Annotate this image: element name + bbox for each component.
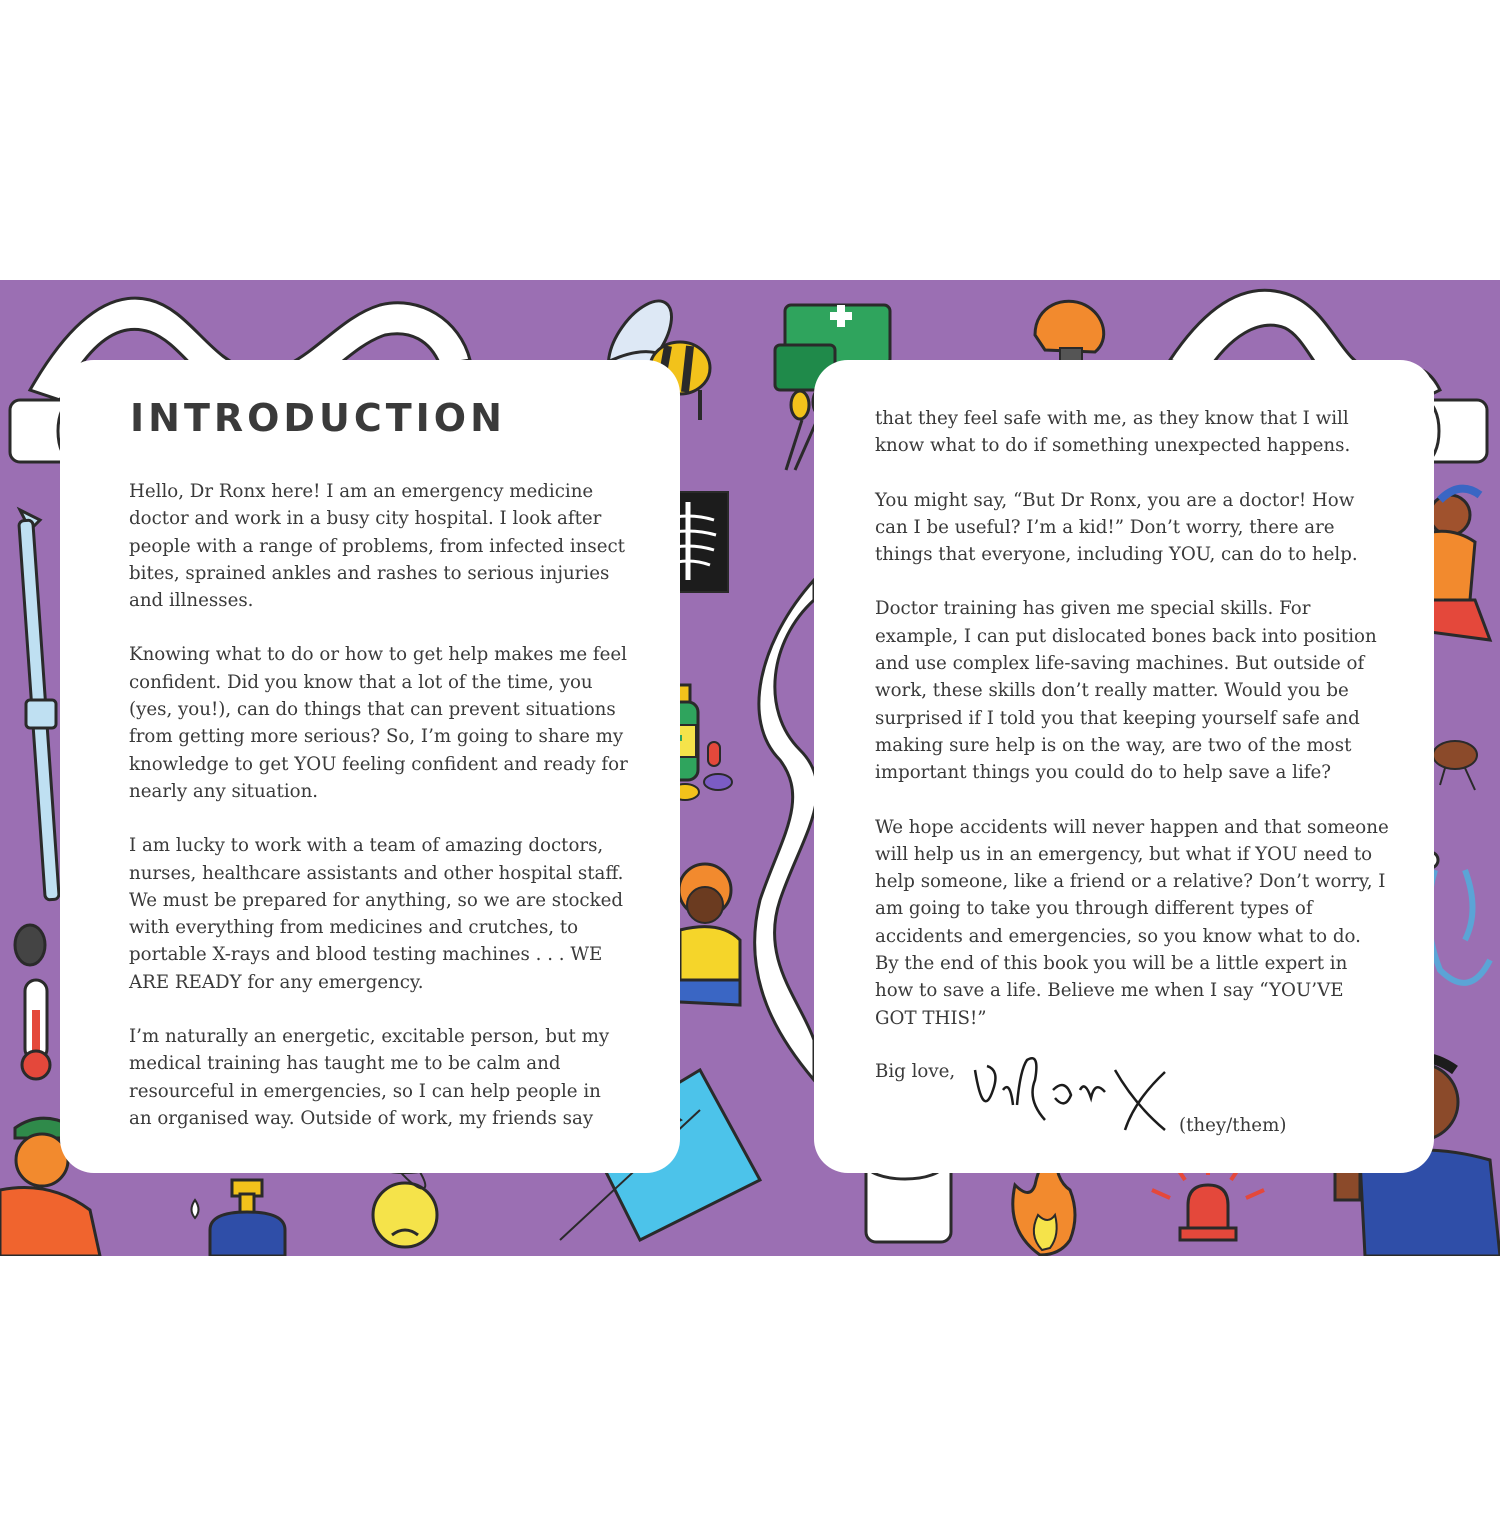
paragraph: We hope accidents will never happen and that someone will help us in an emergency, but what if YOU need to help someone, like a friend or a relative? Don’t worry, I am going to take you through different types of accidents and emergencies, so you know what to do. By the end of this book you will be a little expert in how to save a life. Believe me when I say “YOU’VE GOT THIS!” [875,816,1389,1029]
paragraph: Hello, Dr Ronx here! I am an emergency medicine doctor and work in a busy city hospital. I look after people with a range of problems, from infected insect bites, sprained ankles and rashes to serious injuries and illnesses. [129,481,625,612]
paragraph: Doctor training has given me special skills. For example, I can put dislocated bones back into position and use complex life-saving machines. But outside of work, these skills don’t really matter. Would you be surprised if I told you that keeping yourself safe and making sure help is on the way, are two of the most important things you could do to help save a life? [875,598,1377,784]
signature [965,1050,1185,1140]
paragraph: You might say, “But Dr Ronx, you are a doctor! How can I be useful? I’m a kid!” Don’t worry, there are things that everyone, including YOU, can do to help. [875,489,1358,566]
paragraph: I’m naturally an energetic, excitable person, but my medical training has taught me to be calm and resourceful in emergencies, so I can help people in an organised way. Outside of work, my friends say [129,1026,610,1129]
paragraph: that they feel safe with me, as they know that I will know what to do if something unexpected happens. [875,408,1351,457]
paragraph: I am lucky to work with a team of amazing doctors, nurses, healthcare assistants and other hospital staff. We must be prepared for anything, so we are stocked with everything from medicines and crutches, to portable X-rays and blood testing machines . . . WE ARE READY for any emergency. [129,835,624,993]
left-column-text [129,478,629,1159]
page-title: INTRODUCTION [130,396,506,440]
right-column-text [875,405,1390,1059]
flea-icon [1433,741,1477,790]
pronouns: (they/them) [1179,1115,1287,1136]
soap-dispenser-icon [192,1180,286,1256]
crutch-icon [15,510,59,965]
bike-helmet-icon [1035,301,1104,366]
paragraph: Knowing what to do or how to get help makes me feel confident. Did you know that a lot of the time, you (yes, you!), can do things that can prevent situations from getting more serious? So, I’m going to share my knowledge to get YOU feeling confident and ready for nearly any situation. [129,644,628,802]
thermometer-icon [22,980,50,1079]
bandage-strip-middle [755,580,817,1080]
signoff: Big love, [875,1061,956,1082]
